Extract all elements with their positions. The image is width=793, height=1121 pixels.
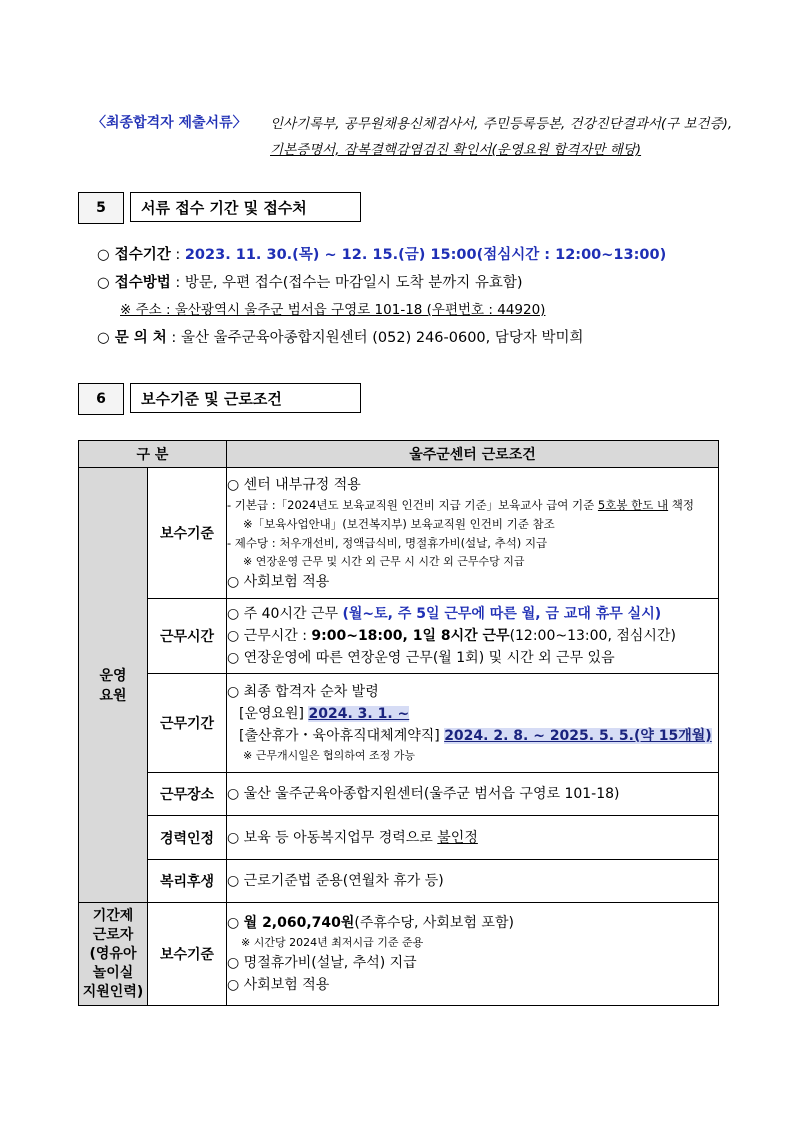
hours-line-1-highlight: (월~토, 주 5일 근무에 따른 월, 금 교대 휴무 실시) bbox=[342, 606, 662, 622]
career-content bbox=[227, 816, 719, 860]
period-line-2-date: 2024. 3. 1. ~ bbox=[308, 706, 410, 722]
section-5-number: 5 bbox=[78, 192, 124, 224]
pay2-line-4: ○ 사회보험 적용 bbox=[227, 977, 330, 993]
final-docs-line-1: 인사기록부, 공무원채용신체검사서, 주민등록등본, 건강진단결과서(구 보건증), bbox=[270, 116, 733, 132]
period-line-3-date: 2024. 2. 8. ~ 2025. 5. 5.(약 15개월) bbox=[444, 728, 712, 744]
row-label-pay: 보수기준 bbox=[148, 468, 227, 599]
reception-method: ○ 접수방법 : 방문, 우편 접수(접수는 마감일시 도착 분까지 유효함) bbox=[97, 275, 523, 291]
final-docs-line-2 bbox=[270, 138, 641, 158]
row-label-period: 근무기간 bbox=[148, 674, 227, 773]
row-label-hours: 근무시간 bbox=[148, 599, 227, 674]
pay-content bbox=[227, 468, 719, 599]
section-6-number: 6 bbox=[78, 383, 124, 415]
hours-line-2: ○ 근무시간 : 9:00~18:00, 1일 8시간 근무(12:00~13:00, 점심시간) bbox=[227, 628, 676, 644]
group-staff-label-2: 요원 bbox=[99, 688, 127, 704]
reception-period: ○ 접수기간 : 2023. 11. 30.(목) ~ 12. 15.(금) 15:00(점심시간 : 12:00~13:00) bbox=[97, 247, 667, 263]
period-content bbox=[227, 674, 719, 773]
pay2-line-2: ※ 시간당 2024년 최저시급 기준 준용 bbox=[241, 936, 424, 949]
reception-period-label: ○ 접수기간 bbox=[97, 247, 171, 263]
pay-line-2: - 기본급 :「2024년도 보육교직원 인건비 지급 기준」보육교사 급여 기준 5호봉 한도 내 책정 bbox=[227, 497, 694, 512]
table-header-row bbox=[79, 441, 719, 468]
pay-line-2-underlined: 5호봉 한도 내 bbox=[597, 497, 669, 512]
section-5-title: 서류 접수 기간 및 접수처 bbox=[130, 192, 361, 222]
group-contract-label-3: (영유아 bbox=[89, 945, 137, 962]
group-contract-label-4: 놀이실 bbox=[92, 964, 134, 981]
contact: ○ 문 의 처 : 울산 울주군육아종합지원센터 (052) 246-0600, 담당자 박미희 bbox=[97, 330, 584, 346]
table-row bbox=[79, 860, 719, 903]
address-note bbox=[120, 298, 545, 318]
table-row bbox=[79, 816, 719, 860]
row-label-place: 근무장소 bbox=[148, 773, 227, 816]
period-line-2: [운영요원] 2024. 3. 1. ~ bbox=[239, 706, 410, 722]
pay2-line-1-bold: 월 2,060,740원 bbox=[243, 915, 355, 931]
pay-line-1: ○ 센터 내부규정 적용 bbox=[227, 476, 361, 493]
hours-line-2-bold: 9:00~18:00, 1일 8시간 근무 bbox=[311, 628, 510, 644]
table-row bbox=[79, 773, 719, 816]
period-line-3: [출산휴가・육아휴직대체계약직] 2024. 2. 8. ~ 2025. 5. 5.(약 15개월) bbox=[239, 728, 712, 744]
final-docs-label: 〈최종합격자 제출서류〉 bbox=[92, 115, 247, 131]
row-label-career: 경력인정 bbox=[148, 816, 227, 860]
pay-line-6: ○ 사회보험 적용 bbox=[227, 573, 330, 590]
header-conditions: 울주군센터 근로조건 bbox=[227, 441, 719, 468]
reception-method-label: ○ 접수방법 bbox=[97, 275, 171, 291]
period-line-1: ○ 최종 합격자 순차 발령 bbox=[227, 684, 379, 700]
table-row bbox=[79, 468, 719, 599]
pay-line-3: ※「보육사업안내」(보건복지부) 보육교직원 인건비 기준 참조 bbox=[243, 516, 555, 531]
contact-label: ○ 문 의 처 bbox=[97, 330, 167, 346]
welfare-line-1: ○ 근로기준법 준용(연월차 휴가 등) bbox=[227, 873, 444, 889]
address-note-text: ※ 주소 : 울산광역시 울주군 범서읍 구영로 101-18 (우편번호 : 44920) bbox=[120, 302, 546, 318]
pay2-line-3: ○ 명절휴가비(설날, 추석) 지급 bbox=[227, 955, 417, 971]
hours-line-3: ○ 연장운영에 따른 연장운영 근무(월 1회) 및 시간 외 근무 있음 bbox=[227, 650, 615, 666]
section-6-title: 보수기준 및 근로조건 bbox=[130, 383, 361, 413]
reception-method-value: 방문, 우편 접수(접수는 마감일시 도착 분까지 유효함) bbox=[184, 275, 523, 291]
row-label-welfare: 복리후생 bbox=[148, 860, 227, 903]
header-category: 구 분 bbox=[79, 441, 227, 468]
career-line-1: ○ 보육 등 아동복지업무 경력으로 불인정 bbox=[227, 829, 478, 846]
group-staff bbox=[79, 468, 148, 903]
table-row bbox=[79, 674, 719, 773]
hours-line-1: ○ 주 40시간 근무 (월~토, 주 5일 근무에 따른 월, 금 교대 휴무 실시) bbox=[227, 606, 662, 622]
period-line-4: ※ 근무개시일은 협의하여 조정 가능 bbox=[243, 749, 415, 762]
contact-value: 울산 울주군육아종합지원센터 (052) 246-0600, 담당자 박미희 bbox=[180, 330, 584, 346]
table-row bbox=[79, 903, 719, 1006]
pay2-content bbox=[227, 903, 719, 1006]
group-contract-label-1: 기간제 bbox=[92, 907, 134, 924]
group-contract-worker bbox=[79, 903, 148, 1006]
table-row bbox=[79, 599, 719, 674]
final-docs-line-2-text: 기본증명서, 잠복결핵감염검진 확인서(운영요원 합격자만 해당) bbox=[270, 142, 642, 158]
hours-content bbox=[227, 599, 719, 674]
group-contract-label-5: 지원인력) bbox=[82, 983, 144, 1000]
row-label-pay2: 보수기준 bbox=[148, 903, 227, 1006]
group-staff-label-1: 운영 bbox=[99, 668, 127, 684]
welfare-content bbox=[227, 860, 719, 903]
career-line-1-underlined: 불인정 bbox=[437, 829, 478, 846]
place-content bbox=[227, 773, 719, 816]
conditions-table bbox=[78, 440, 719, 1006]
pay-line-4: - 제수당 : 처우개선비, 정액급식비, 명절휴가비(설날, 추석) 지급 bbox=[227, 535, 548, 550]
pay2-line-1: ○ 월 2,060,740원(주휴수당, 사회보험 포함) bbox=[227, 915, 514, 931]
place-line-1: ○ 울산 울주군육아종합지원센터(울주군 범서읍 구영로 101-18) bbox=[227, 786, 620, 802]
group-contract-label-2: 근로자 bbox=[92, 926, 134, 943]
reception-period-value: 2023. 11. 30.(목) ~ 12. 15.(금) 15:00(점심시간 : 12:00~13:00) bbox=[184, 247, 667, 263]
pay-line-5: ※ 연장운영 근무 및 시간 외 근무 시 시간 외 근무수당 지급 bbox=[243, 554, 525, 568]
